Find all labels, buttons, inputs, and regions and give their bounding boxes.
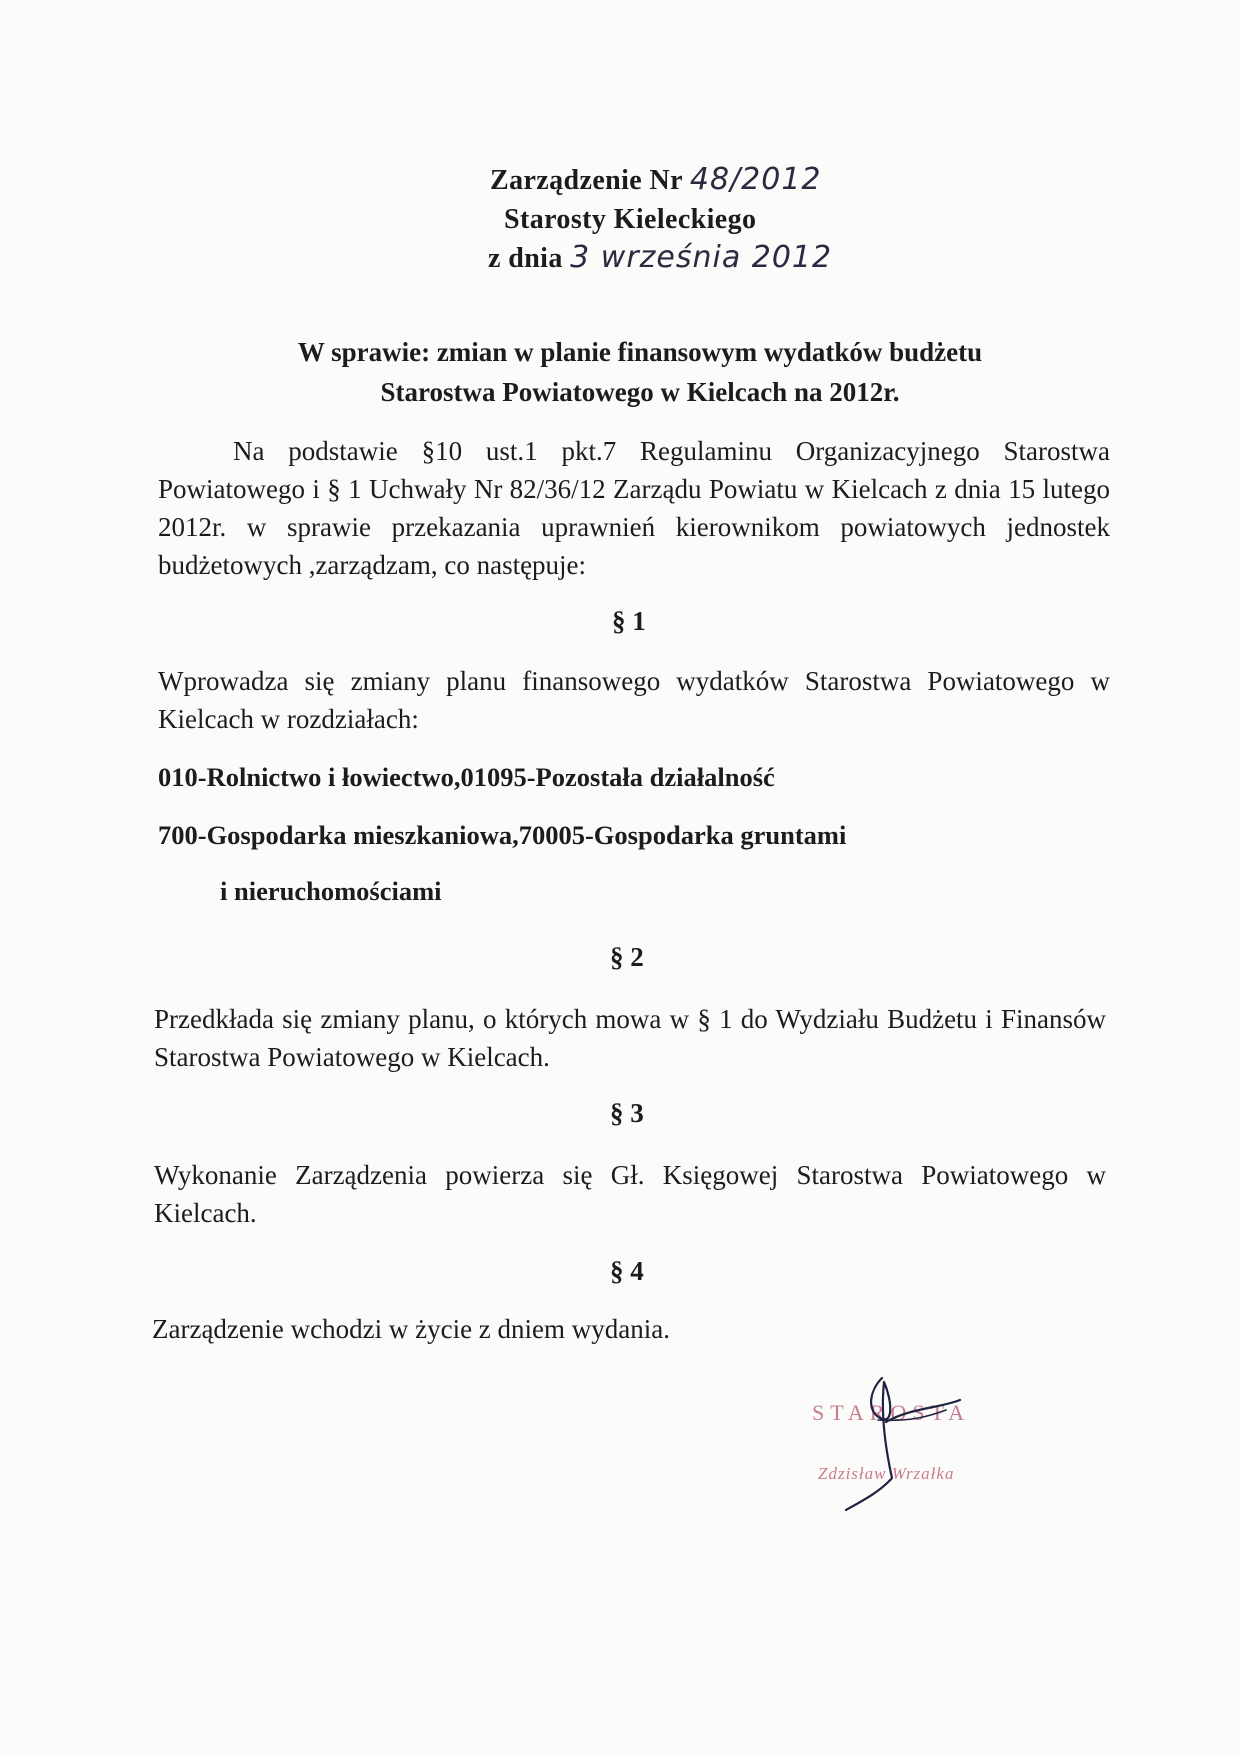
chapter-item-2: 700-Gospodarka mieszkaniowa,70005-Gospodarka gruntami (158, 820, 847, 850)
date-prefix: z dnia (488, 243, 571, 274)
ordinance-title-prefix: Zarządzenie Nr (490, 165, 690, 196)
section-3-heading: § 3 (610, 1098, 644, 1128)
section-3-text: Wykonanie Zarządzenia powierza się Gł. Księgowej Starostwa Powiatowego w Kielcach. (154, 1160, 1106, 1228)
stamp-title: STAROSTA (812, 1400, 971, 1425)
ordinance-number-handwritten: 48/2012 (689, 162, 822, 197)
issuer-line: Starosty Kieleckiego (504, 204, 757, 235)
date-line (488, 240, 832, 275)
chapter-item-1: 010-Rolnictwo i łowiectwo,01095-Pozostała działalność (158, 762, 775, 792)
date-handwritten: 3 września 2012 (570, 240, 833, 275)
preamble-paragraph: Na podstawie §10 ust.1 pkt.7 Regulaminu Organizacyjnego Starostwa Powiatowego i § 1 Uchwały Nr 82/36/12 Zarządu Powiatu w Kielcach z dnia 15 lutego 2012r. w sprawie przekazania uprawnień kierownikom powiatowych jednostek budżetowych ,zarządzam, co następuje: (158, 436, 1110, 580)
signature-scribble (820, 1360, 1000, 1520)
chapter-item-2-continuation: i nieruchomościami (220, 876, 442, 906)
section-2-text: Przedkłada się zmiany planu, o których mowa w § 1 do Wydziału Budżetu i Finansów Starostwa Powiatowego w Kielcach. (154, 1004, 1106, 1072)
subject-line-2: Starostwa Powiatowego w Kielcach na 2012r. (380, 377, 900, 407)
section-4-text: Zarządzenie wchodzi w życie z dniem wydania. (152, 1314, 670, 1344)
subject-line-1: W sprawie: zmian w planie finansowym wydatków budżetu (297, 337, 983, 367)
section-1-text: Wprowadza się zmiany planu finansowego wydatków Starostwa Powiatowego w Kielcach w rozdziałach: (158, 666, 1110, 734)
section-2-heading: § 2 (610, 942, 644, 972)
ordinance-title (490, 162, 822, 197)
section-1-heading: § 1 (612, 606, 646, 636)
section-4-heading: § 4 (610, 1256, 644, 1286)
stamp-name: Zdzisław Wrzałka (818, 1464, 955, 1483)
